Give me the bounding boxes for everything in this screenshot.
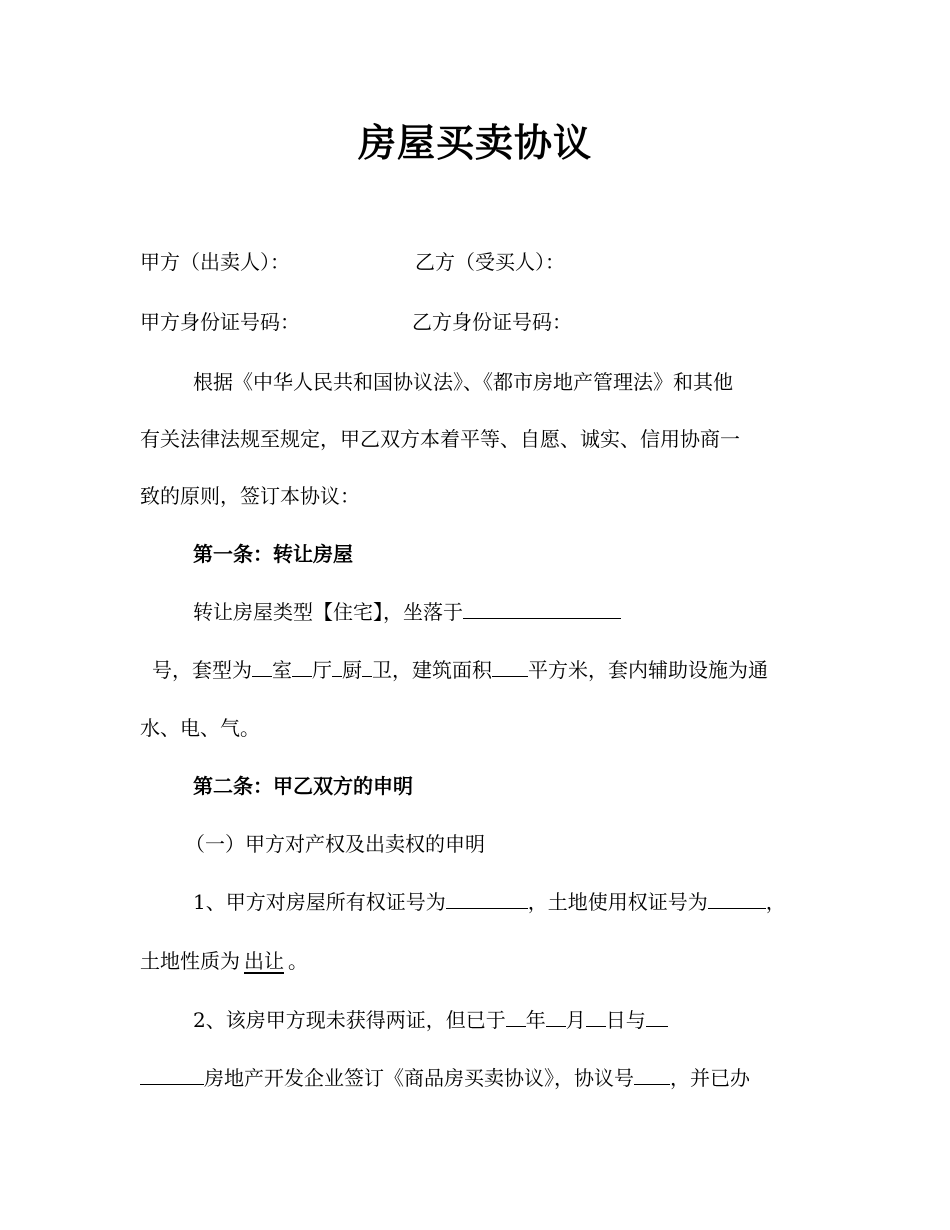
baths-blank xyxy=(362,658,372,677)
text-segment: 房地产开发企业签订《商品房买卖协议》，协议号 xyxy=(204,1066,634,1090)
text-segment: 1、甲方对房屋所有权证号为 xyxy=(193,890,446,914)
text-segment: 日与 xyxy=(605,1008,646,1032)
preamble-line-2: 有关法律法规至规定，甲乙双方本着平等、自愿、诚实、信用协商一 xyxy=(140,427,740,451)
text-segment: 厨 xyxy=(342,658,362,682)
day-blank xyxy=(586,1008,606,1027)
year-blank xyxy=(506,1008,526,1027)
developer-blank-end xyxy=(140,1066,204,1085)
rooms-blank xyxy=(252,658,272,677)
text-segment: 月 xyxy=(565,1008,586,1032)
developer-blank-start xyxy=(646,1008,668,1027)
area-blank xyxy=(492,658,528,677)
preamble-line-1: 根据《中华人民共和国协议法》、《都市房地产管理法》和其他 xyxy=(193,370,733,394)
article-1-line-3: 水、电、气。 xyxy=(140,716,260,740)
article-1-line-1 xyxy=(193,598,823,626)
text-segment: 。 xyxy=(288,949,308,973)
article-2-heading: 第二条：甲乙双方的申明 xyxy=(193,774,413,798)
text-segment: 室 xyxy=(272,658,292,682)
party-a-label: 甲方（出卖人）： xyxy=(140,250,290,274)
land-nature-value: 出让 xyxy=(244,949,284,973)
article-2-item-2-line-2 xyxy=(140,1064,820,1092)
text-segment: ，并已办 xyxy=(670,1066,750,1090)
halls-blank xyxy=(292,658,312,677)
text-segment: 厅 xyxy=(312,658,332,682)
text-segment: 卫，建筑面积 xyxy=(372,658,492,682)
article-1-line-2 xyxy=(152,656,832,684)
kitchens-blank xyxy=(332,658,342,677)
article-2-item-2 xyxy=(193,1006,823,1034)
party-a-id-label: 甲方身份证号码： xyxy=(140,310,300,334)
text-segment: 土地性质为 xyxy=(140,949,240,973)
document-title: 房屋买卖协议 xyxy=(357,121,592,165)
party-b-id-label: 乙方身份证号码： xyxy=(412,310,572,334)
contract-number-blank xyxy=(634,1066,670,1085)
party-b-label: 乙方（受买人）： xyxy=(415,250,565,274)
article-1-heading: 第一条：转让房屋 xyxy=(193,542,353,566)
article-1-line-1-text: 转让房屋类型【住宅】，坐落于 xyxy=(193,600,463,624)
text-segment: 号，套型为 xyxy=(152,658,252,682)
article-2-item-1-line-2 xyxy=(140,947,820,975)
text-segment: ， xyxy=(765,890,786,914)
article-2-sub-1: （一）甲方对产权及出卖权的申明 xyxy=(185,832,485,856)
preamble-line-3: 致的原则，签订本协议： xyxy=(140,484,360,508)
article-2-item-1 xyxy=(193,888,823,916)
text-segment: 平方米，套内辅助设施为通 xyxy=(528,658,768,682)
land-cert-blank xyxy=(708,890,766,909)
location-blank xyxy=(463,600,621,619)
month-blank xyxy=(546,1008,566,1027)
ownership-cert-blank xyxy=(446,890,528,909)
text-segment: 年 xyxy=(525,1008,546,1032)
text-segment: ，土地使用权证号为 xyxy=(527,890,708,914)
text-segment: 2、该房甲方现未获得两证，但已于 xyxy=(193,1008,506,1032)
